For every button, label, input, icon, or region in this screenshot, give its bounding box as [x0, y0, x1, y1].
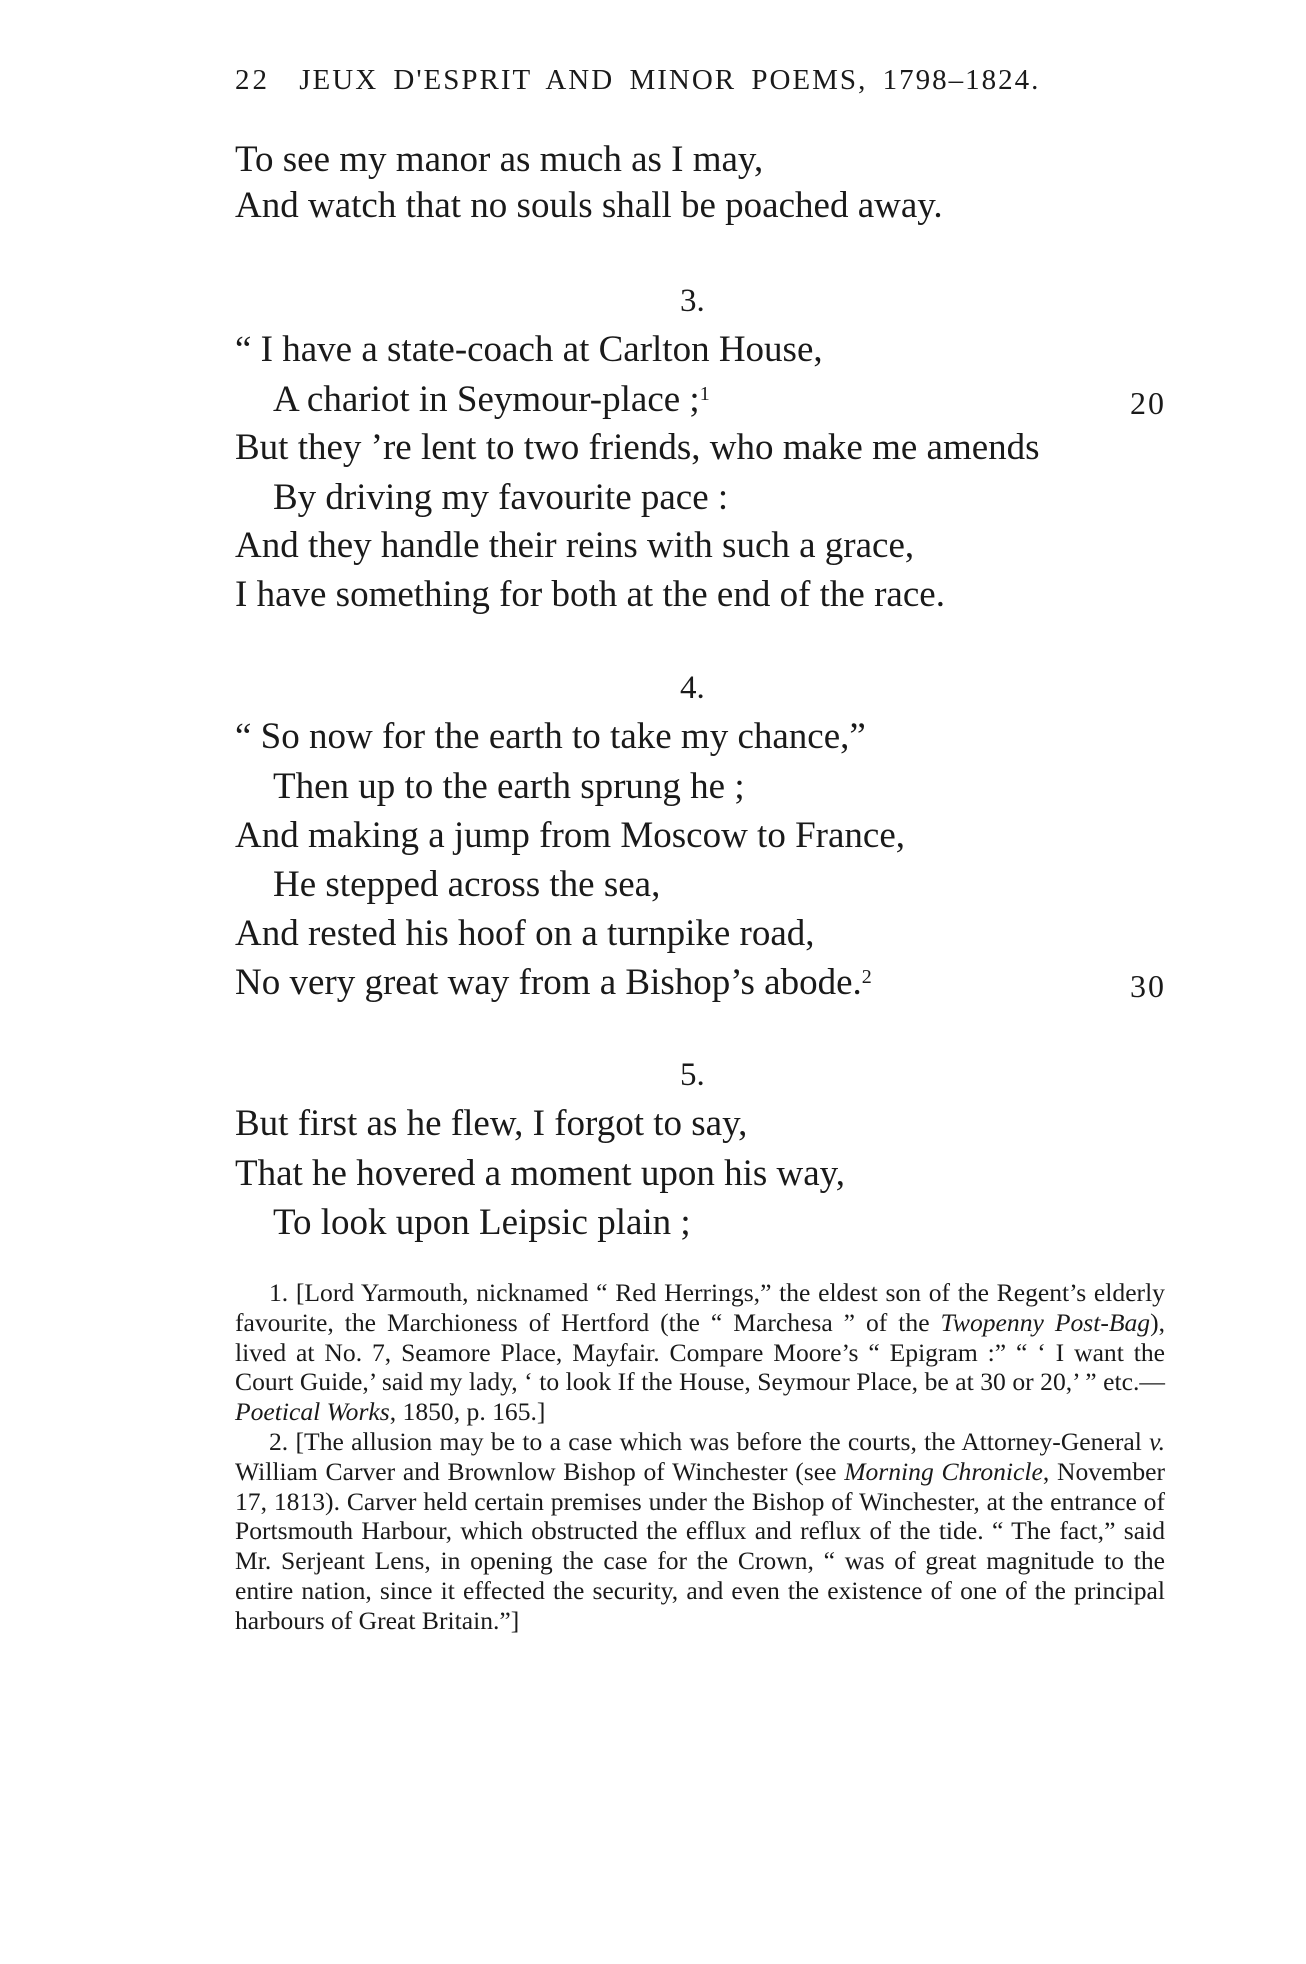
book-title: JEUX D'ESPRIT AND MINOR POEMS, 1798–1824.: [299, 64, 1041, 96]
verse-line: By driving my favourite pace :: [273, 477, 729, 518]
verse-line: He stepped across the sea,: [273, 864, 661, 905]
footnote-italic: Poetical Works: [235, 1397, 390, 1427]
footnote-number: 1.: [269, 1278, 289, 1307]
verse-line: Then up to the earth sprung he ;: [273, 766, 745, 807]
footnote-text: William Carver and Brownlow Bishop of Winchester (see: [235, 1456, 845, 1486]
verse-line: But they ’re lent to two friends, who make me amends: [235, 427, 1040, 468]
stanza-number: 4.: [680, 670, 705, 706]
footnote-text: [Lord Yarmouth, nicknamed “ Red Herrings,” the eldest son of the Regent’s elderly favourite, the Marchioness of Hertford (the “ Marchesa ” of the: [235, 1278, 1165, 1337]
footnote-2: [235, 1427, 1165, 1636]
stanza-number: 3.: [680, 283, 705, 319]
footnote-number: 2.: [269, 1426, 289, 1456]
verse-line: And making a jump from Moscow to France,: [235, 815, 905, 856]
footnote-italic: v.: [1149, 1426, 1165, 1456]
line-number: 30: [1130, 968, 1166, 1004]
footnote-text: ), lived at No. 7, Seamore Place, Mayfair. Compare Moore’s “ Epigram :” “ ‘ I want the Court Guide,’ said my lady, ‘ to look If the House, Seymour Place, be at 30 or 20,’ ” etc.—: [235, 1307, 1166, 1397]
verse-line: But first as he flew, I forgot to say,: [235, 1103, 748, 1144]
line-number: 20: [1130, 385, 1166, 421]
verse-line: And they handle their reins with such a grace,: [235, 525, 915, 566]
footnote-ref: 2: [861, 966, 872, 988]
page-number: 22: [235, 64, 270, 96]
verse-line: That he hovered a moment upon his way,: [235, 1153, 845, 1194]
footnote-italic: Twopenny Post-Bag: [940, 1307, 1151, 1337]
verse-line: I have something for both at the end of the race.: [235, 574, 945, 615]
footnote-text: [The allusion may be to a case which was before the courts, the Attorney-General: [295, 1426, 1150, 1456]
verse-line: And watch that no souls shall be poached away.: [235, 185, 943, 226]
verse-text: A chariot in Seymour-place ;: [273, 379, 700, 420]
verse-line: “ So now for the earth to take my chance,”: [235, 716, 866, 757]
footnote-text: , November 17, 1813). Carver held certain premises under the Bishop of Winchester, at the entrance of Portsmouth Harbour, which obstructed the efflux and reflux of the tide. “ The fact,” said Mr. Serjeant Lens, in opening the case for the Crown, “ was of great magnitude to the entire nation, since it effected the security, and even the existence of one of the principal harbours of Great Britain.”]: [235, 1456, 1166, 1635]
verse-text: No very great way from a Bishop’s abode.: [235, 962, 862, 1003]
stanza-number: 5.: [680, 1057, 705, 1093]
verse-line: To see my manor as much as I may,: [235, 139, 764, 180]
verse-line: To look upon Leipsic plain ;: [273, 1202, 691, 1243]
footnotes: [235, 1278, 1165, 1636]
footnote-ref: 1: [699, 383, 710, 405]
verse-line: “ I have a state-coach at Carlton House,: [235, 329, 823, 370]
verse-line: And rested his hoof on a turnpike road,: [235, 913, 815, 954]
verse-line: [235, 963, 872, 1003]
footnote-text: , 1850, p. 165.]: [389, 1397, 546, 1427]
footnote-1: [235, 1278, 1165, 1427]
running-head: [235, 64, 1040, 97]
verse-line: [235, 380, 710, 420]
footnote-italic: Morning Chronicle: [844, 1456, 1043, 1486]
